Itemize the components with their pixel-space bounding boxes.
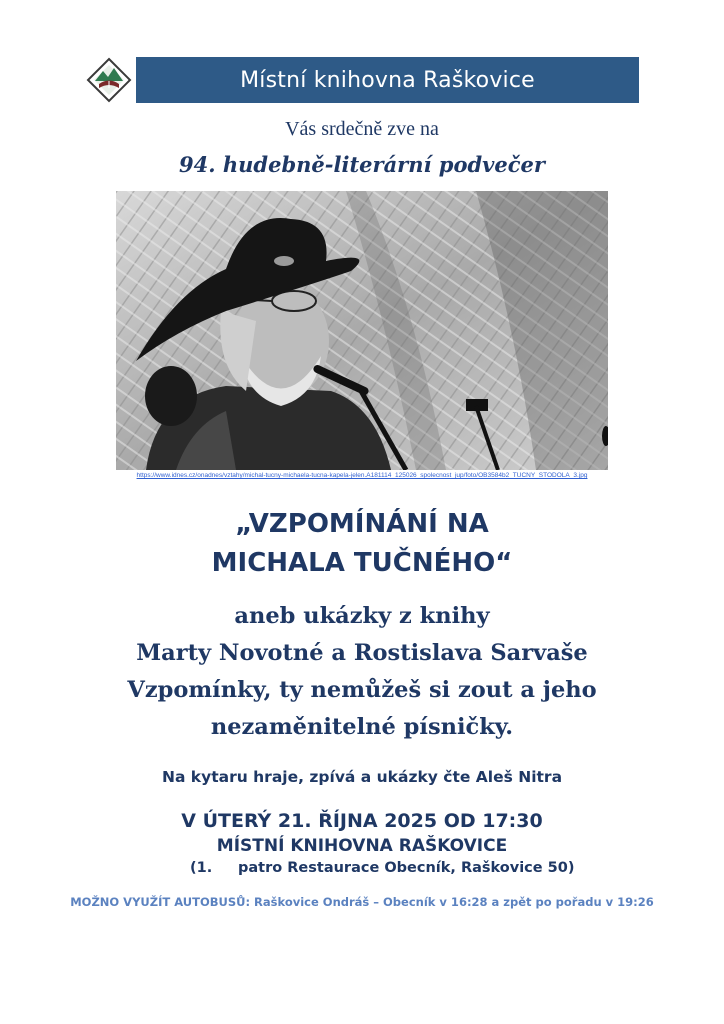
library-banner: [136, 57, 639, 103]
subtitle-line-4: nezaměnitelné písničky.: [210, 714, 514, 740]
venue-name: MÍSTNÍ KNIHOVNA RAŠKOVICE: [216, 836, 508, 856]
bus-info: MOŽNO VYUŽÍT AUTOBUSŮ: Raškovice Ondráš – Obecník v 16:28 a zpět po pořadu v 19:26: [70, 895, 654, 909]
venue-address-text: patro Restaurace Obecník, Raškovice 50): [238, 860, 575, 876]
venue-floor: (1.: [190, 860, 213, 876]
title-line-2: MICHALA TUČNÉHO“: [211, 548, 513, 578]
event-title: [0, 505, 724, 583]
photo-source-link[interactable]: https://www.idnes.cz/onadnes/vztahy/michal-tucny-michaela-tucna-kapela-jelen.A181114_125026_spolecnost_jup/foto/OB3584b2_TUCNY_STODOLA_3.jpg: [136, 472, 588, 479]
invitation-intro: Vás srdečně zve na: [285, 118, 439, 140]
event-subtitle: [0, 598, 724, 746]
performer-photo: [116, 191, 608, 470]
venue-address: [190, 860, 574, 876]
performer-info: Na kytaru hraje, zpívá a ukázky čte Aleš Nitra: [161, 768, 563, 786]
title-line-1: „VZPOMÍNÁNÍ NA: [235, 509, 489, 539]
library-logo-icon: [86, 57, 132, 103]
subtitle-line-3: Vzpomínky, ty nemůžeš si zout a jeho: [127, 677, 597, 703]
event-name: 94. hudebně-literární podvečer: [179, 152, 545, 177]
subtitle-line-2: Marty Novotné a Rostislava Sarvaše: [136, 640, 588, 666]
subtitle-line-1: aneb ukázky z knihy: [234, 603, 490, 629]
library-name: Místní knihovna Raškovice: [240, 67, 535, 93]
event-datetime: V ÚTERÝ 21. ŘÍJNA 2025 OD 17:30: [181, 810, 543, 832]
